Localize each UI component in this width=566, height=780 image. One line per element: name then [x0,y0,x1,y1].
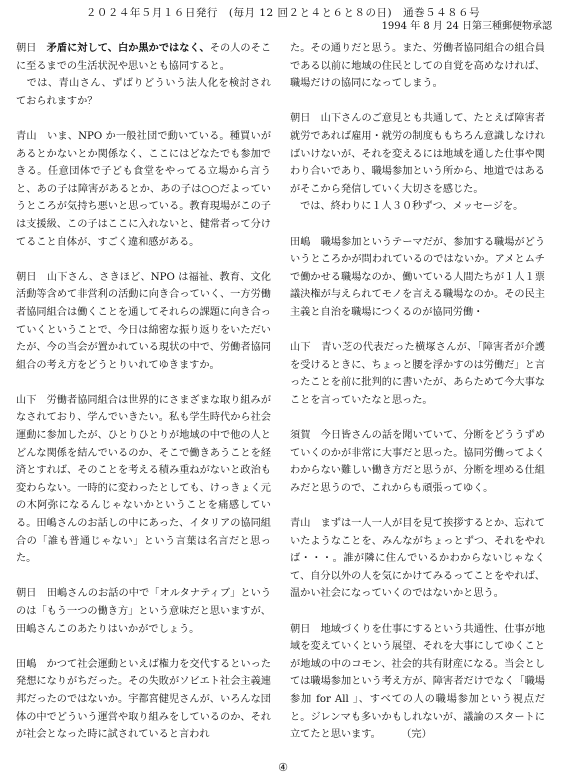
emphasized-text: 矛盾に対して、白か黒かではなく、 [36,42,210,54]
speaker-name: 朝日 [290,623,311,635]
paragraph-text: では、青山さん、ずばりどういう法人化を検討されておられますか？ [16,78,271,107]
paragraph-text: 今日皆さんの話を聞いていて、分断をどううずめていくのかが非常に大事だと思った。協同労働ってよくわからない難しい働き方だと思うが、分断を埋める仕組みだと思うので、これからも頑張ってゆく。 [290,430,546,494]
paragraph-text: では、終わりに１人３０秒ずつ、メッセージを。 [290,201,524,213]
speaker-name: 山下 [290,342,311,354]
paragraph-text: 山下さん、さきほど、NPO は福祉、教育、文化活動等含めて非営利の活動に向き合っていく、一方労働者協同組合は働くことを通してそれらの課題に向き合っていくということで、今日は綿密な振り返りをいただいたが、今の当会が置かれている現状の中で、労働者協同組合の考え方をどうとりいれてゆきますか。 [16,271,271,371]
dialogue-paragraph [16,75,271,110]
right-column [290,40,545,744]
paragraph-text: た。その通りだと思う。また、労働者協同組合の組合員である以前に地域の住民としての自覚を高めなければ、職場だけの協同になってしまう。 [290,43,545,90]
speaker-name: 田嶋 [290,236,311,248]
paragraph-gap [16,374,271,392]
paragraph-text: いま、NPO か一般社団で動いている。種買いがあるとかないとか関係なく、ここにはどなたでも参加できる。任意団体で子ども食堂をやってる立場から言うと、あの子は障害があるとか、あの子は○○だよっていうところが気持ち悪いと思っている。教育現場がこの子は支援級、この子はここに入れないと、健常者って分けてること自体が、すごく違和感がある。 [16,130,272,248]
paragraph-text: その人のそこに至るまでの生活状況や思いとも協同すると。 [16,43,272,72]
paragraph-gap [16,251,271,269]
speaker-name: 朝日 [16,588,37,600]
paragraph-text: 地域づくりを仕事にするという共通性、仕事が地域を変えていくという展望、それを大事にしてゆくことが地域の中のコモン、社会的共有財産になる。当会としては職場参加という考え方が、障害者だけでなく「職場参加 for All 」、すべての人の職場参加という視点だと。ジレンマも多いかもしれないが、議論のスタートに立てたと思います。 （完） [290,623,546,741]
dialogue-paragraph [290,515,545,603]
dialogue-paragraph [290,198,545,216]
paragraph-text: 労働者協同組合は世界的にさまざまな取り組みがなされており、学んでいきたい。私も学生時代から社会運動に参加したが、ひとりひとりが地域の中で他の人とどんな関係を結んでいるのか、そこで働きあうことを経済とすれば、そのことを考える積み重ねがないと政治も変わらない。一時的に変わったとしても、けっきょく元の木阿弥になるんじゃないかということを痛感している。田嶋さんのお話しの中にあった、イタリアの協同組合の「誰も普通じゃない」という言葉は名言だと思った。 [16,394,272,565]
paragraph-text: 職場参加というテーマだが、参加する職場がどういうところかが問われているのではないか。アメとムチで働かせる職場なのか、働いている人間たちが１人１票議決権が与えられてモノを言える職場なのか。その民主主義と自治を職場につくるのが協同労働・ [290,236,546,318]
speaker-name: 朝日 [16,43,37,54]
dialogue-paragraph [290,621,545,744]
paragraph-gap [290,322,545,340]
postal-approval-line: 1994 年 8 月 24 日第三種郵便物承認 [381,21,552,32]
dialogue-paragraph [16,128,271,251]
dialogue-paragraph [16,40,271,75]
page-number: ④ [278,761,288,774]
paragraph-text: 青い芝の代表だった横塚さんが、「障害者が介護を受けるときに、ちょっと腰を浮かすのは労働だ」と言ったことを前に批判的に書いたが、あらためて今大事なことを言っていたなと思った。 [290,342,545,406]
dialogue-paragraph [16,269,271,375]
speaker-name: 山下 [16,394,37,406]
speaker-name: 青山 [290,518,311,530]
dialogue-paragraph [290,427,545,497]
paragraph-gap [290,216,545,234]
dialogue-paragraph [16,656,271,744]
paragraph-gap [16,568,271,586]
dialogue-paragraph [16,585,271,638]
dialogue-paragraph [16,392,271,568]
speaker-name: 朝日 [290,113,311,125]
page-header [0,6,566,33]
issue-line: ２０２４年５月１６日発行 (毎月 12 回２と４と６と８の日) 通巻５４８６号 [85,7,481,19]
speaker-name: 須賀 [290,430,311,442]
paragraph-gap [290,497,545,515]
speaker-name: 朝日 [16,271,37,283]
dialogue-paragraph [290,40,545,93]
paragraph-gap [16,638,271,656]
dialogue-paragraph [290,339,545,409]
paragraph-gap [290,409,545,427]
speaker-name: 青山 [16,130,37,142]
speaker-name: 田嶋 [16,658,37,670]
left-column [16,40,271,744]
dialogue-paragraph [290,234,545,322]
paragraph-text: 田嶋さんのお話の中で「オルタナティブ」というのは「もう一つの働き方」という意味だと思いますが、田嶋さんこのあたりはいかがでしょう。 [16,588,272,635]
paragraph-gap [290,93,545,111]
paragraph-text: 山下さんのご意見とも共通して、たとえば障害者就労であれば雇用・就労の制度ももちろん意識しなければいけないが、それを変えるには地域を通した仕事や関わり合いであり、職場参加という所から、地道ではあるがそこから発信していく大切さを感じた。 [290,113,546,195]
paragraph-text: まずは一人一人が目を見て挨拶するとか、忘れていたようなことを、みんながちょっとずつ、それをやれば・・・。誰が隣に住んでいるかわからないじゃなくて、自分以外の人を気にかけてみるってことをやれば、温かい社会になっていくのではないかと思う。 [290,518,546,600]
paragraph-gap [16,110,271,128]
paragraph-gap [290,603,545,621]
paragraph-text: かつて社会運動といえば権力を交代するといった発想になりがちだった。その失敗がソビエト社会主義連邦だったのではないか。宇都宮健児さんが、いろんな団体の中でどういう運営や取り組みをしているのか、それが社会となった時に試されていると言われ [16,658,272,741]
dialogue-paragraph [290,110,545,198]
